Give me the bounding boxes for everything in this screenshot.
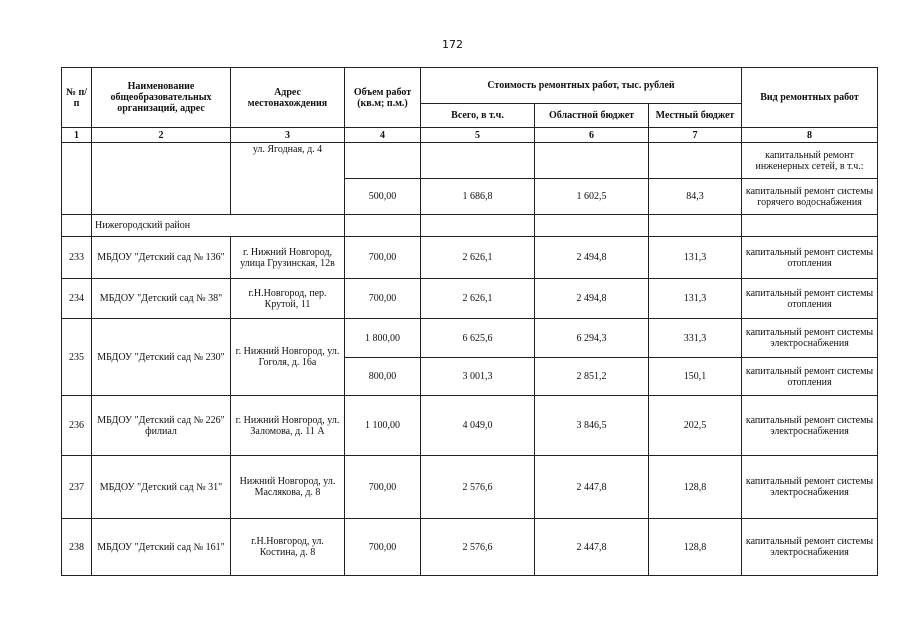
- volume-cell: 1 100,00: [345, 396, 421, 456]
- regional-cell: 1 602,5: [535, 179, 649, 215]
- volume-cell: 700,00: [345, 456, 421, 519]
- local-cell: 131,3: [649, 279, 742, 319]
- header-volume: Объем работ (кв.м; п.м.): [345, 68, 421, 128]
- page-number: 172: [442, 38, 463, 51]
- table-row: [62, 396, 878, 456]
- name-cell: МБДОУ "Детский сад № 136": [92, 237, 231, 279]
- no-cell: [62, 143, 92, 215]
- total-cell: 2 576,6: [421, 519, 535, 576]
- local-cell: 331,3: [649, 319, 742, 358]
- district-row: [62, 215, 878, 237]
- local-cell: 128,8: [649, 456, 742, 519]
- local-cell: 131,3: [649, 237, 742, 279]
- local-cell: 150,1: [649, 358, 742, 396]
- table-row: [62, 279, 878, 319]
- header-cost: Стоимость ремонтных работ, тыс. рублей: [421, 68, 742, 104]
- regional-cell: [535, 143, 649, 179]
- volume-cell: 500,00: [345, 179, 421, 215]
- no-cell: 235: [62, 319, 92, 396]
- table-row: [62, 143, 878, 179]
- column-number: 8: [742, 128, 878, 143]
- type-cell: капитальный ремонт системы горячего водоснабжения: [742, 179, 878, 215]
- column-number: 7: [649, 128, 742, 143]
- volume-cell: [345, 143, 421, 179]
- address-cell: г.Н.Новгород, ул. Костина, д. 8: [231, 519, 345, 576]
- header-type: Вид ремонтных работ: [742, 68, 878, 128]
- regional-cell: 6 294,3: [535, 319, 649, 358]
- address-cell: г. Нижний Новгород, ул. Гоголя, д. 16а: [231, 319, 345, 396]
- address-cell: г.Н.Новгород, пер. Крутой, 11: [231, 279, 345, 319]
- table-row: [62, 319, 878, 358]
- total-cell: [421, 143, 535, 179]
- local-cell: 84,3: [649, 179, 742, 215]
- volume-cell: 700,00: [345, 279, 421, 319]
- name-cell: МБДОУ "Детский сад № 161": [92, 519, 231, 576]
- no-cell: 237: [62, 456, 92, 519]
- type-cell: капитальный ремонт системы электроснабжения: [742, 319, 878, 358]
- total-cell: 2 626,1: [421, 279, 535, 319]
- total-cell: 3 001,3: [421, 358, 535, 396]
- type-cell: капитальный ремонт системы электроснабжения: [742, 396, 878, 456]
- regional-cell: 3 846,5: [535, 396, 649, 456]
- type-cell: капитальный ремонт системы электроснабжения: [742, 519, 878, 576]
- total-cell: 2 626,1: [421, 237, 535, 279]
- repair-works-table: [61, 67, 878, 576]
- address-cell: ул. Ягодная, д. 4: [231, 143, 345, 215]
- regional-cell: 2 494,8: [535, 279, 649, 319]
- volume-cell: 700,00: [345, 519, 421, 576]
- no-cell: 238: [62, 519, 92, 576]
- total-cell: 1 686,8: [421, 179, 535, 215]
- type-cell: капитальный ремонт системы электроснабжения: [742, 456, 878, 519]
- address-cell: г. Нижний Новгород, ул. Заломова, д. 11 А: [231, 396, 345, 456]
- district-name: Нижегородский район: [92, 215, 345, 237]
- no-cell: [62, 215, 92, 237]
- address-cell: г. Нижний Новгород, улица Грузинская, 12в: [231, 237, 345, 279]
- volume-cell: 1 800,00: [345, 319, 421, 358]
- regional-cell: 2 447,8: [535, 519, 649, 576]
- local-cell: 128,8: [649, 519, 742, 576]
- volume-cell: 800,00: [345, 358, 421, 396]
- name-cell: МБДОУ "Детский сад № 230": [92, 319, 231, 396]
- table-row: [62, 519, 878, 576]
- header-regional: Областной бюджет: [535, 104, 649, 128]
- regional-cell: 2 494,8: [535, 237, 649, 279]
- header-total: Всего, в т.ч.: [421, 104, 535, 128]
- no-cell: 236: [62, 396, 92, 456]
- column-number: 1: [62, 128, 92, 143]
- local-cell: [649, 143, 742, 179]
- total-cell: 6 625,6: [421, 319, 535, 358]
- type-cell: капитальный ремонт системы отопления: [742, 358, 878, 396]
- type-cell: капитальный ремонт системы отопления: [742, 237, 878, 279]
- column-number: 5: [421, 128, 535, 143]
- header-local: Местный бюджет: [649, 104, 742, 128]
- type-cell: капитальный ремонт инженерных сетей, в т.ч.:: [742, 143, 878, 179]
- table-row: [62, 237, 878, 279]
- local-cell: 202,5: [649, 396, 742, 456]
- volume-cell: 700,00: [345, 237, 421, 279]
- regional-cell: 2 447,8: [535, 456, 649, 519]
- regional-cell: 2 851,2: [535, 358, 649, 396]
- header-name: Наименование общеобразовательных организаций, адрес: [92, 68, 231, 128]
- header-no: № п/п: [62, 68, 92, 128]
- no-cell: 233: [62, 237, 92, 279]
- address-cell: Нижний Новгород, ул. Маслякова, д. 8: [231, 456, 345, 519]
- table-row: [62, 456, 878, 519]
- name-cell: МБДОУ "Детский сад № 31": [92, 456, 231, 519]
- name-cell: [92, 143, 231, 215]
- no-cell: 234: [62, 279, 92, 319]
- name-cell: МБДОУ "Детский сад № 226" филиал: [92, 396, 231, 456]
- total-cell: 4 049,0: [421, 396, 535, 456]
- type-cell: капитальный ремонт системы отопления: [742, 279, 878, 319]
- column-number: 6: [535, 128, 649, 143]
- column-number: 2: [92, 128, 231, 143]
- header-address: Адрес местонахождения: [231, 68, 345, 128]
- name-cell: МБДОУ "Детский сад № 38": [92, 279, 231, 319]
- column-number: 4: [345, 128, 421, 143]
- column-number: 3: [231, 128, 345, 143]
- total-cell: 2 576,6: [421, 456, 535, 519]
